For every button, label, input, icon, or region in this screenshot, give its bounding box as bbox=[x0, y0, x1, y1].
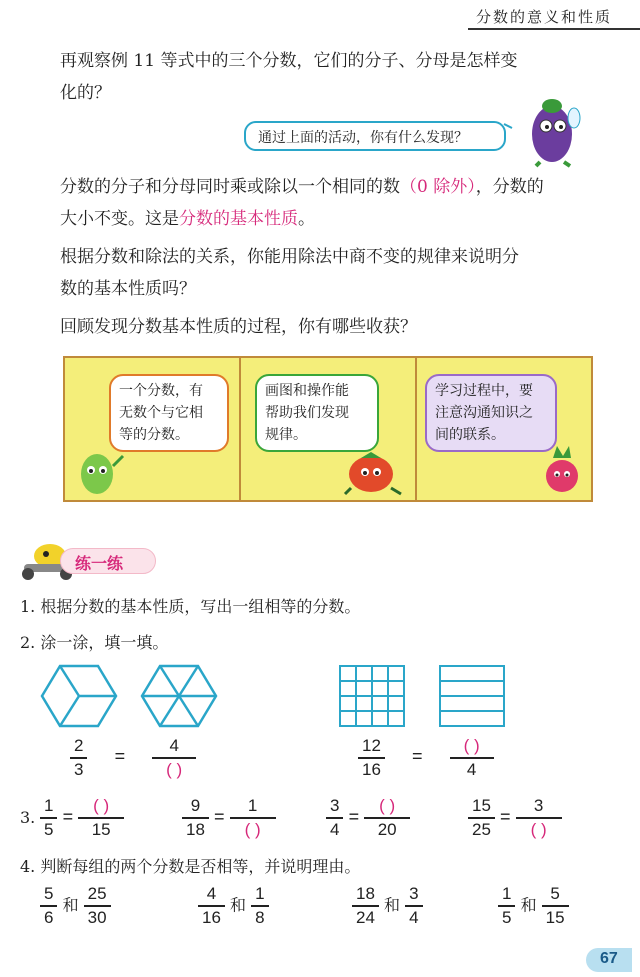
intro-line-1: 再观察例 11 等式中的三个分数，它们的分子、分母是怎样变 bbox=[60, 51, 518, 71]
property-exception: （0 除外） bbox=[400, 177, 476, 197]
exercise-4: 4. 判断每组的两个分数是否相等，并说明理由。 bbox=[20, 857, 361, 876]
q3-item-1: $\frac{1}{5}$ = $\frac{( )}{15}$ bbox=[40, 796, 124, 840]
panel-bubble-3: 学习过程中，要 注意沟通知识之 间的联系。 bbox=[425, 374, 557, 452]
reflection-panel bbox=[63, 356, 593, 502]
panel-bubble-2: 画图和操作能 帮助我们发现 规律。 bbox=[255, 374, 379, 452]
practice-banner: 练一练 bbox=[60, 548, 156, 574]
question-line-2: 数的基本性质吗？ bbox=[60, 279, 196, 299]
q3-item-2: $\frac{9}{18}$ = $\frac{1}{( )}$ bbox=[182, 796, 276, 840]
fraction: $\frac{4}{( )}$ bbox=[152, 736, 196, 780]
q4-pair-1: $\frac{5}{6}$ 和 $\frac{25}{30}$ bbox=[40, 884, 111, 928]
exercise-3-label: 3. bbox=[20, 808, 36, 827]
discovery-bubble-text: 通过上面的活动，你有什么发现？ bbox=[258, 130, 468, 146]
answer-blank[interactable]: ( ) bbox=[244, 819, 261, 839]
review-question: 回顾发现分数基本性质的过程，你有哪些收获？ bbox=[60, 317, 417, 337]
page-number: 67 bbox=[586, 948, 632, 972]
green-pepper-mascot-icon bbox=[69, 440, 129, 500]
fraction: $\frac{( )}{4}$ bbox=[450, 736, 494, 780]
exercise-1: 1. 根据分数的基本性质，写出一组相等的分数。 bbox=[20, 597, 361, 616]
fraction: $\frac{15}{25}$ bbox=[468, 796, 495, 840]
q4-pair-4: $\frac{1}{5}$ 和 $\frac{5}{15}$ bbox=[498, 884, 569, 928]
fraction: $\frac{1}{8}$ bbox=[251, 884, 268, 928]
fraction: $\frac{1}{5}$ bbox=[40, 796, 57, 840]
fraction: $\frac{1}{5}$ bbox=[498, 884, 515, 928]
answer-blank[interactable]: ( ) bbox=[463, 736, 480, 755]
chapter-title: 分数的意义和性质 bbox=[475, 8, 612, 26]
fraction: $\frac{25}{30}$ bbox=[84, 884, 111, 928]
radish-mascot-icon bbox=[537, 444, 587, 498]
intro-line-2: 化的？ bbox=[60, 83, 111, 103]
panel-bubble-1: 一个分数，有 无数个与它相 等的分数。 bbox=[109, 374, 229, 452]
answer-blank[interactable]: ( ) bbox=[93, 796, 110, 815]
fraction: $\frac{3}{4}$ bbox=[405, 884, 422, 928]
panel-divider bbox=[239, 358, 241, 500]
panel-divider bbox=[415, 358, 417, 500]
q4-pair-2: $\frac{4}{16}$ 和 $\frac{1}{8}$ bbox=[198, 884, 269, 928]
fraction: $\frac{18}{24}$ bbox=[352, 884, 379, 928]
fraction: $\frac{3}{( )}$ bbox=[516, 796, 562, 840]
fraction: $\frac{2}{3}$ bbox=[70, 736, 87, 780]
q3-item-3: $\frac{3}{4}$ = $\frac{( )}{20}$ bbox=[326, 796, 410, 840]
exercise-2: 2. 涂一涂，填一填。 bbox=[20, 633, 169, 652]
answer-blank[interactable]: ( ) bbox=[379, 796, 396, 815]
discovery-bubble bbox=[244, 121, 506, 151]
answer-blank[interactable]: ( ) bbox=[166, 759, 183, 779]
fraction: $\frac{5}{15}$ bbox=[542, 884, 569, 928]
header-rule bbox=[468, 28, 640, 30]
q2-left-expression: $\frac{2}{3}$ = $\frac{4}{( )}$ bbox=[70, 736, 196, 780]
property-line-1: 分数的分子和分母同时乘或除以一个相同的数（0 除外），分数的 bbox=[60, 177, 544, 197]
property-term: 分数的基本性质 bbox=[179, 209, 298, 229]
hexagon-diagrams bbox=[40, 664, 220, 728]
fraction: $\frac{12}{16}$ bbox=[358, 736, 385, 780]
fraction: $\frac{3}{4}$ bbox=[326, 796, 343, 840]
q3-item-4: $\frac{15}{25}$ = $\frac{3}{( )}$ bbox=[468, 796, 562, 840]
property-line-2: 大小不变。这是分数的基本性质。 bbox=[60, 209, 315, 229]
fraction: $\frac{( )}{15}$ bbox=[78, 796, 124, 840]
fraction: $\frac{1}{( )}$ bbox=[230, 796, 276, 840]
fraction: $\frac{9}{18}$ bbox=[182, 796, 209, 840]
eggplant-mascot-icon bbox=[500, 88, 596, 168]
q2-right-expression: $\frac{12}{16}$ = $\frac{( )}{4}$ bbox=[358, 736, 494, 780]
fraction: $\frac{( )}{20}$ bbox=[364, 796, 410, 840]
fraction: $\frac{5}{6}$ bbox=[40, 884, 57, 928]
q4-pair-3: $\frac{18}{24}$ 和 $\frac{3}{4}$ bbox=[352, 884, 423, 928]
rectangle-grid-diagrams bbox=[338, 664, 508, 728]
answer-blank[interactable]: ( ) bbox=[530, 819, 547, 839]
question-line-1: 根据分数和除法的关系，你能用除法中商不变的规律来说明分 bbox=[60, 247, 519, 267]
fraction: $\frac{4}{16}$ bbox=[198, 884, 225, 928]
tomato-mascot-icon bbox=[337, 442, 413, 500]
